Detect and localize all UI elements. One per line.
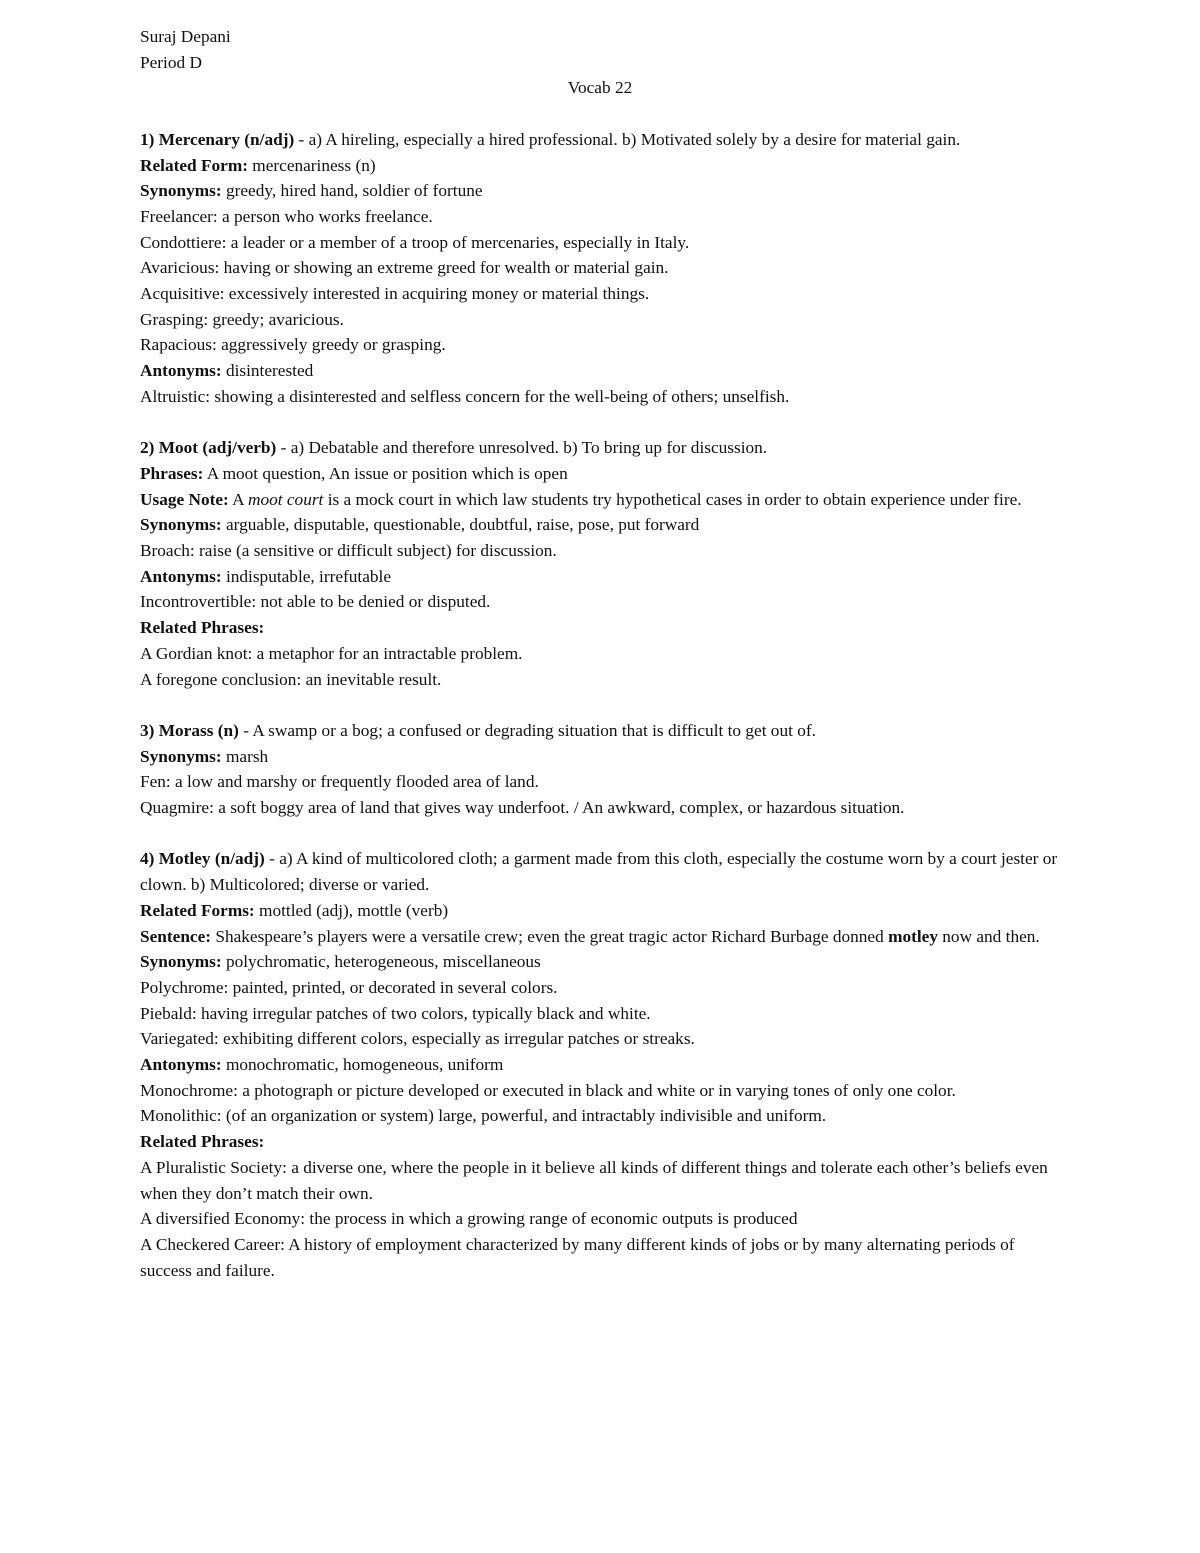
related-phrases-heading: Related Phrases: <box>140 618 265 638</box>
synonyms: Synonyms: marsh <box>140 746 269 766</box>
synonyms: Synonyms: polychromatic, heterogeneous, miscellaneous <box>140 952 541 972</box>
word-definition: Monochrome: a photograph or picture developed or executed in black and white or in varying tones of only one color. <box>140 1080 956 1100</box>
word-definition: Fen: a low and marshy or frequently flooded area of land. <box>140 772 539 792</box>
phrase-definition: A foregone conclusion: an inevitable result. <box>140 669 442 689</box>
class-period: Period D <box>140 52 202 72</box>
word-definition: Piebald: having irregular patches of two colors, typically black and white. <box>140 1003 651 1023</box>
word-definition: Variegated: exhibiting different colors, especially as irregular patches or streaks. <box>140 1029 695 1049</box>
related-forms: Related Forms: mottled (adj), mottle (verb) <box>140 900 449 920</box>
student-name: Suraj Depani <box>140 27 231 46</box>
entry-definition: 2) Moot (adj/verb) - a) Debatable and therefore unresolved. b) To bring up for discussion. <box>140 438 768 458</box>
phrases: Phrases: A moot question, An issue or position which is open <box>140 463 568 483</box>
spacer <box>140 821 1060 847</box>
word-definition: Acquisitive: excessively interested in acquiring money or material things. <box>140 284 650 304</box>
word-definition: Altruistic: showing a disinterested and selfless concern for the well-being of others; unselfish. <box>140 386 790 406</box>
entry-definition: 1) Mercenary (n/adj) - a) A hireling, especially a hired professional. b) Motivated solely by a desire for material gain. <box>140 129 961 149</box>
antonyms: Antonyms: disinterested <box>140 361 314 381</box>
word-definition: Grasping: greedy; avaricious. <box>140 309 344 329</box>
word-definition: Polychrome: painted, printed, or decorated in several colors. <box>140 977 558 997</box>
spacer <box>140 101 1060 127</box>
entry-definition: 4) Motley (n/adj) - a) A kind of multicolored cloth; a garment made from this cloth, especially the costume worn by a court jester or clown. b) Multicolored; diverse or varied. <box>140 849 1058 895</box>
word-definition: Condottiere: a leader or a member of a troop of mercenaries, especially in Italy. <box>140 232 690 252</box>
entry-heading: 1) Mercenary (n/adj) <box>140 129 295 149</box>
document-title: Vocab 22 <box>567 78 633 98</box>
related-phrases-heading: Related Phrases: <box>140 1132 265 1152</box>
spacer <box>140 692 1060 718</box>
entry-heading: 3) Morass (n) <box>140 720 239 740</box>
example-sentence: Sentence: Shakespeare’s players were a versatile crew; even the great tragic actor Richard Burbage donned motley now and then. <box>140 926 1040 946</box>
antonyms: Antonyms: monochromatic, homogeneous, uniform <box>140 1055 504 1075</box>
entry-heading: 2) Moot (adj/verb) <box>140 438 277 458</box>
word-definition: Avaricious: having or showing an extreme greed for wealth or material gain. <box>140 258 669 278</box>
vocab-entry-mercenary <box>140 127 1060 410</box>
synonyms: Synonyms: arguable, disputable, questionable, doubtful, raise, pose, put forward <box>140 515 700 535</box>
word-definition: Incontrovertible: not able to be denied or disputed. <box>140 592 491 612</box>
entry-heading: 4) Motley (n/adj) <box>140 849 265 869</box>
synonyms: Synonyms: greedy, hired hand, soldier of fortune <box>140 181 483 201</box>
vocab-entry-moot <box>140 435 1060 692</box>
document-page <box>140 24 1060 1283</box>
usage-note: Usage Note: A moot court is a mock court in which law students try hypothetical cases in order to obtain experience under fire. <box>140 489 1022 509</box>
word-definition: Monolithic: (of an organization or system) large, powerful, and intractably indivisible and uniform. <box>140 1106 827 1126</box>
antonyms: Antonyms: indisputable, irrefutable <box>140 566 392 586</box>
related-form: Related Form: mercenariness (n) <box>140 155 376 175</box>
word-definition: Quagmire: a soft boggy area of land that gives way underfoot. / An awkward, complex, or hazardous situation. <box>140 798 905 818</box>
entry-definition: 3) Morass (n) - A swamp or a bog; a confused or degrading situation that is difficult to get out of. <box>140 720 816 740</box>
vocab-entry-motley <box>140 846 1060 1283</box>
phrase-definition: A Pluralistic Society: a diverse one, where the people in it believe all kinds of different things and tolerate each other’s beliefs even when they don’t match their own. <box>140 1157 1048 1203</box>
word-definition: Broach: raise (a sensitive or difficult subject) for discussion. <box>140 541 557 561</box>
phrase-definition: A diversified Economy: the process in which a growing range of economic outputs is produced <box>140 1209 798 1229</box>
spacer <box>140 410 1060 436</box>
phrase-definition: A Gordian knot: a metaphor for an intractable problem. <box>140 643 523 663</box>
word-definition: Freelancer: a person who works freelance. <box>140 206 433 226</box>
vocab-entry-morass <box>140 718 1060 821</box>
phrase-definition: A Checkered Career: A history of employment characterized by many different kinds of jobs or by many alternating periods of success and failure. <box>140 1234 1015 1280</box>
word-definition: Rapacious: aggressively greedy or grasping. <box>140 335 446 355</box>
